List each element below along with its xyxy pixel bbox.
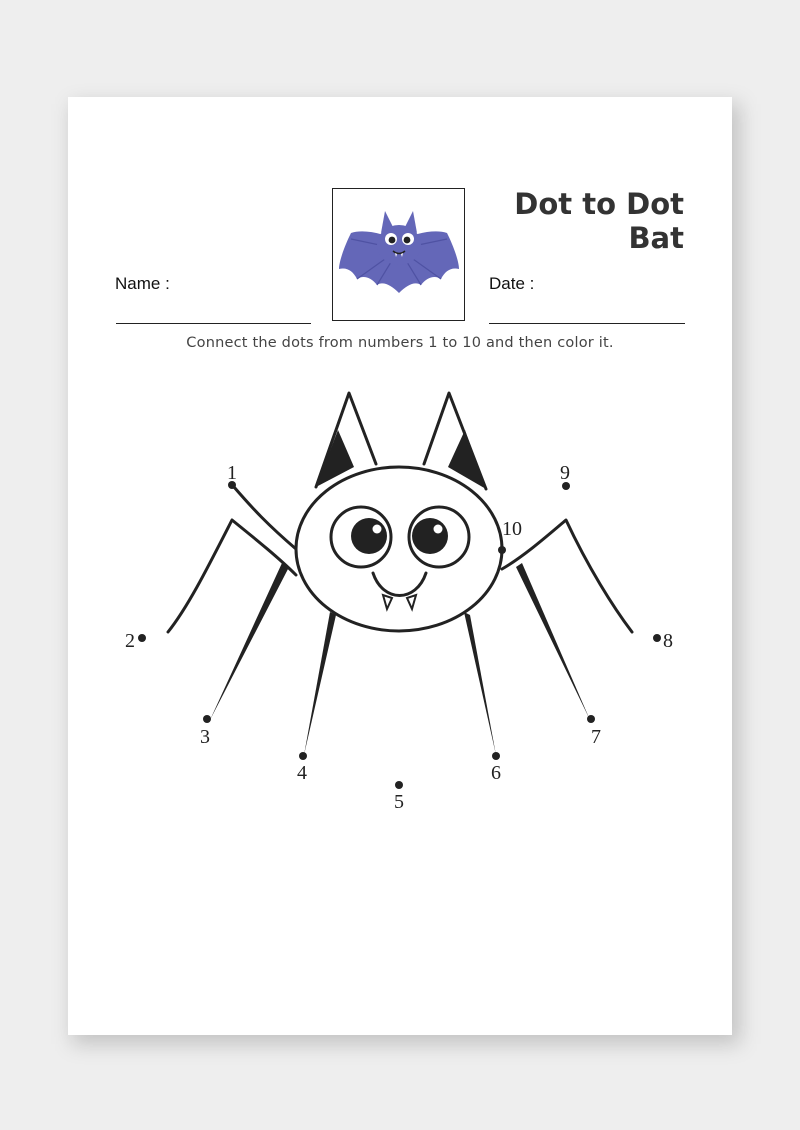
dot-label-2: 2 <box>125 630 135 652</box>
dot-4[interactable] <box>299 752 307 760</box>
dot-label-9: 9 <box>560 462 570 484</box>
wing-spike-7 <box>516 563 590 720</box>
left-fang <box>383 595 392 609</box>
wing-spike-3 <box>210 563 288 720</box>
dot-8[interactable] <box>653 634 661 642</box>
title-line-1: Dot to Dot <box>514 187 684 221</box>
dot-label-3: 3 <box>200 726 210 748</box>
dot-label-10: 10 <box>502 518 522 540</box>
numbered-dots <box>125 462 673 813</box>
dot-label-8: 8 <box>663 630 673 652</box>
bat-smile <box>373 573 426 596</box>
bat-head-outline <box>296 467 502 631</box>
left-upper-arm <box>234 487 296 549</box>
dot-label-6: 6 <box>491 762 501 784</box>
dot-5[interactable] <box>395 781 403 789</box>
dot-label-1: 1 <box>227 462 237 484</box>
dot-label-4: 4 <box>297 762 307 784</box>
bat-outline-artwork <box>68 97 732 1035</box>
dot-2[interactable] <box>138 634 146 642</box>
wing-spike-4 <box>304 612 336 755</box>
dot-label-7: 7 <box>591 726 601 748</box>
dot-3[interactable] <box>203 715 211 723</box>
wing-spike-6 <box>464 612 496 755</box>
date-label: Date : <box>489 274 535 293</box>
right-fang <box>407 595 416 609</box>
worksheet-page <box>68 97 732 1035</box>
dot-7[interactable] <box>587 715 595 723</box>
dot-10[interactable] <box>498 546 506 554</box>
instruction-text: Connect the dots from numbers 1 to 10 and then color it. <box>186 335 614 351</box>
title-line-2: Bat <box>628 221 684 255</box>
dot-6[interactable] <box>492 752 500 760</box>
name-label: Name : <box>115 274 170 293</box>
bat-eyes <box>331 507 469 567</box>
dot-label-5: 5 <box>394 791 404 813</box>
